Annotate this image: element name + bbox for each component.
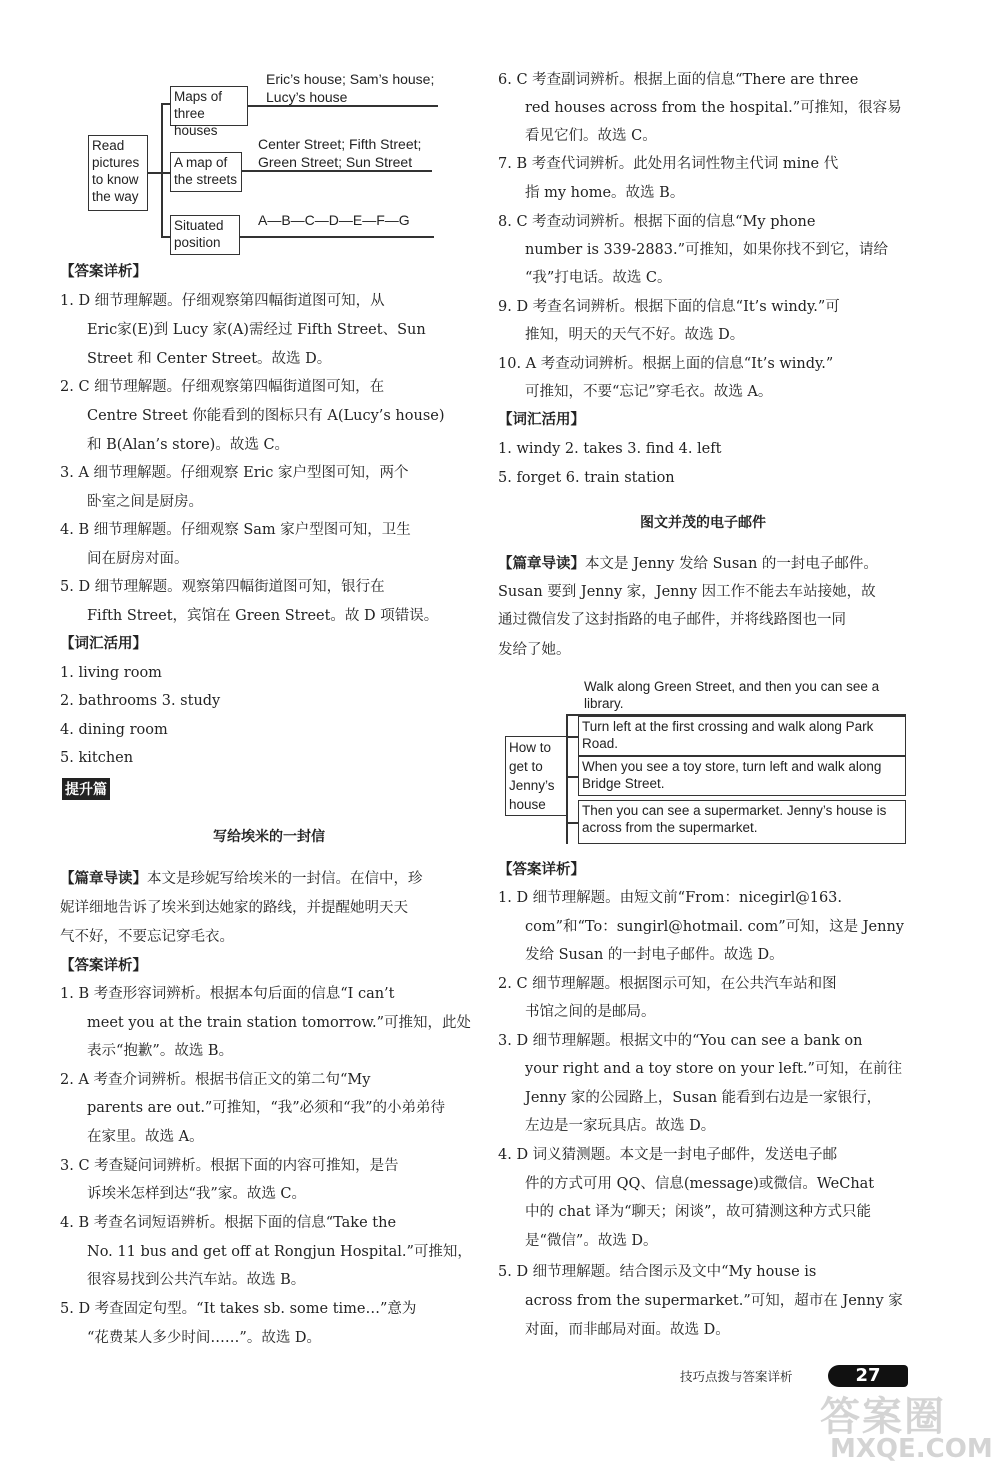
answer-line: Street 和 Center Street。故选 D。 bbox=[87, 351, 332, 367]
answer-line: 1. D 细节理解题。仔细观察第四幅街道图可知，从 bbox=[60, 293, 385, 309]
answer-line: 左边是一家玩具店。故选 D。 bbox=[525, 1118, 716, 1134]
vocab-line: 2. bathrooms 3. study bbox=[60, 693, 221, 709]
diagram-step-2: Turn left at the first crossing and walk along Park Road. bbox=[578, 716, 906, 756]
answer-line: 诉埃米怎样到达“我”家。故选 C。 bbox=[87, 1186, 307, 1202]
answer-line: 件的方式可用 QQ、信息(message)或微信。WeChat bbox=[525, 1176, 875, 1192]
answer-header: 【答案详析】 bbox=[60, 264, 147, 280]
answer-line: 很容易找到公共汽车站。故选 B。 bbox=[87, 1272, 306, 1288]
answer-line: 书馆之间的是邮局。 bbox=[525, 1004, 656, 1020]
answer-line: 2. C 细节理解题。仔细观察第四幅街道图可知，在 bbox=[60, 379, 385, 395]
answer-line: 9. D 考查名词辨析。根据下面的信息“It’s windy.”可 bbox=[498, 299, 840, 315]
diagram-step-3: When you see a toy store, turn left and walk along Bridge Street. bbox=[578, 756, 906, 796]
answer-line: 7. B 考查代词辨析。此处用名词性物主代词 mine 代 bbox=[498, 156, 839, 172]
diagram-branch-box-2: A map of the streets bbox=[170, 152, 242, 192]
guide-line: Susan 要到 Jenny 家，Jenny 因工作不能去车站接她，故 bbox=[498, 584, 876, 600]
answer-line: 4. D 词义猜测题。本文是一封电子邮件，发送电子邮 bbox=[498, 1147, 838, 1163]
watermark-logo: 答案圈 bbox=[820, 1394, 946, 1440]
article-title: 图文并茂的电子邮件 bbox=[640, 515, 766, 531]
answer-line: 是“微信”。故选 D。 bbox=[525, 1233, 658, 1249]
guide-line: 气不好，不要忘记穿毛衣。 bbox=[60, 929, 234, 945]
answer-line: 卧室之间是厨房。 bbox=[87, 494, 203, 510]
page-number: 27 bbox=[828, 1365, 908, 1387]
answer-line: 3. D 细节理解题。根据文中的“You can see a bank on bbox=[498, 1033, 863, 1049]
answer-line: 3. C 考查疑问词辨析。根据下面的内容可推知，是告 bbox=[60, 1158, 399, 1174]
footer-text: 技巧点拨与答案详析 bbox=[680, 1369, 793, 1384]
answer-line: No. 11 bus and get off at Rongjun Hospital.”可推知， bbox=[87, 1244, 472, 1260]
answer-line: 发给 Susan 的一封电子邮件。故选 D。 bbox=[525, 947, 784, 963]
article-title: 写给埃米的一封信 bbox=[213, 829, 325, 845]
answer-line: Jenny 家的公园路上，Susan 能看到右边是一家银行， bbox=[525, 1090, 882, 1106]
answer-line: 在家里。故选 A。 bbox=[87, 1129, 204, 1145]
answer-line: Fifth Street，宾馆在 Green Street。故 D 项错误。 bbox=[87, 608, 439, 624]
diagram-branch-box-3: Situated position bbox=[170, 215, 240, 255]
answer-line: com”和“To：sungirl@hotmail. com”可知，这是 Jenny bbox=[525, 919, 904, 935]
answer-line: 1. D 细节理解题。由短文前“From：nicegirl@163. bbox=[498, 890, 843, 906]
section-tag: 提升篇 bbox=[62, 778, 110, 800]
vocab-line: 5. kitchen bbox=[60, 750, 134, 766]
answer-line: number is 339-2883.”可推知，如果你找不到它，请给 bbox=[525, 242, 889, 258]
answer-line: 指 my home。故选 B。 bbox=[525, 185, 685, 201]
guide-line: 通过微信发了这封指路的电子邮件，并将线路图也一同 bbox=[498, 612, 846, 628]
answer-line: 8. C 考查动词辨析。根据下面的信息“My phone bbox=[498, 214, 816, 230]
answer-line: parents are out.”可推知，“我”必须和“我”的小弟弟待 bbox=[87, 1100, 445, 1116]
answer-line: 和 B(Alan’s store)。故选 C。 bbox=[87, 437, 290, 453]
answer-line: 4. B 细节理解题。仔细观察 Sam 家户型图可知，卫生 bbox=[60, 522, 411, 538]
vocab-header: 【词汇活用】 bbox=[498, 412, 585, 428]
guide-line: 发给了她。 bbox=[498, 642, 571, 658]
guide-line: 【篇章导读】本文是珍妮写给埃米的一封信。在信中，珍 bbox=[60, 871, 423, 887]
answer-line: 可推知，不要“忘记”穿毛衣。故选 A。 bbox=[525, 384, 773, 400]
answer-line: 中的 chat 译为“聊天；闲谈”，故可猜测这种方式只能 bbox=[525, 1204, 871, 1220]
diagram-branch-text-3: A—B—C—D—E—F—G bbox=[258, 212, 410, 228]
vocab-line: 1. living room bbox=[60, 665, 162, 681]
answer-line: 1. B 考查形容词辨析。根据本句后面的信息“I can’t bbox=[60, 986, 395, 1002]
answer-header: 【答案详析】 bbox=[498, 862, 585, 878]
guide-line: 妮详细地告诉了埃米到达她家的路线，并提醒她明天天 bbox=[60, 900, 408, 916]
answer-line: 3. A 细节理解题。仔细观察 Eric 家户型图可知，两个 bbox=[60, 465, 409, 481]
answer-line: meet you at the train station tomorrow.”可推知，此处 bbox=[87, 1015, 472, 1031]
answer-line: 间在厨房对面。 bbox=[87, 551, 189, 567]
answer-line: 6. C 考查副词辨析。根据上面的信息“There are three bbox=[498, 72, 859, 88]
answer-line: 10. A 考查动词辨析。根据上面的信息“It’s windy.” bbox=[498, 356, 834, 372]
diagram-branch-box-1: Maps of three houses bbox=[170, 86, 248, 126]
answer-line: 5. D 细节理解题。结合图示及文中“My house is bbox=[498, 1264, 817, 1280]
diagram-branch-text-2: Center Street; Fifth Street; Green Street; Sun Street bbox=[258, 136, 422, 170]
answer-line: 2. C 细节理解题。根据图示可知，在公共汽车站和图 bbox=[498, 976, 837, 992]
diagram-branch-text-1: Eric’s house; Sam’s house; Lucy’s house bbox=[266, 71, 435, 105]
diagram-step-1: Walk along Green Street, and then you can see a library. bbox=[584, 679, 880, 711]
diagram-step-4: Then you can see a supermarket. Jenny’s house is across from the supermarket. bbox=[578, 800, 906, 844]
guide-line: 【篇章导读】本文是 Jenny 发给 Susan 的一封电子邮件。 bbox=[498, 556, 878, 572]
answer-line: “花费某人多少时间……”。故选 D。 bbox=[87, 1330, 322, 1346]
answer-line: red houses across from the hospital.”可推知，很容易 bbox=[525, 100, 902, 116]
answer-line: 5. D 细节理解题。观察第四幅街道图可知，银行在 bbox=[60, 579, 385, 595]
answer-line: your right and a toy store on your left.”可知，在前往 bbox=[525, 1061, 902, 1077]
answer-header: 【答案详析】 bbox=[60, 958, 147, 974]
vocab-line: 4. dining room bbox=[60, 722, 168, 738]
vocab-line: 5. forget 6. train station bbox=[498, 470, 675, 486]
answer-line: “我”打电话。故选 C。 bbox=[525, 270, 672, 286]
answer-line: 4. B 考查名词短语辨析。根据下面的信息“Take the bbox=[60, 1215, 397, 1231]
answer-line: 看见它们。故选 C。 bbox=[525, 128, 657, 144]
answer-line: Eric家(E)到 Lucy 家(A)需经过 Fifth Street、Sun bbox=[87, 322, 426, 338]
vocab-line: 1. windy 2. takes 3. find 4. left bbox=[498, 441, 722, 457]
answer-line: Centre Street 你能看到的图标只有 A(Lucy’s house) bbox=[87, 408, 445, 424]
vocab-header: 【词汇活用】 bbox=[60, 636, 147, 652]
answer-line: 表示“抱歉”。故选 B。 bbox=[87, 1043, 234, 1059]
diagram-root-box: Read pictures to know the way bbox=[88, 135, 148, 211]
answer-line: across from the supermarket.”可知，超市在 Jenny 家 bbox=[525, 1293, 903, 1309]
answer-line: 2. A 考查介词辨析。根据书信正文的第二句“My bbox=[60, 1072, 371, 1088]
answer-line: 推知，明天的天气不好。故选 D。 bbox=[525, 327, 745, 343]
watermark-url: MXQE.COM bbox=[830, 1434, 993, 1464]
diagram-root-box: How to get to Jenny’s house bbox=[505, 736, 567, 816]
answer-line: 对面，而非邮局对面。故选 D。 bbox=[525, 1322, 730, 1338]
answer-line: 5. D 考查固定句型。“It takes sb. some time…”意为 bbox=[60, 1301, 417, 1317]
